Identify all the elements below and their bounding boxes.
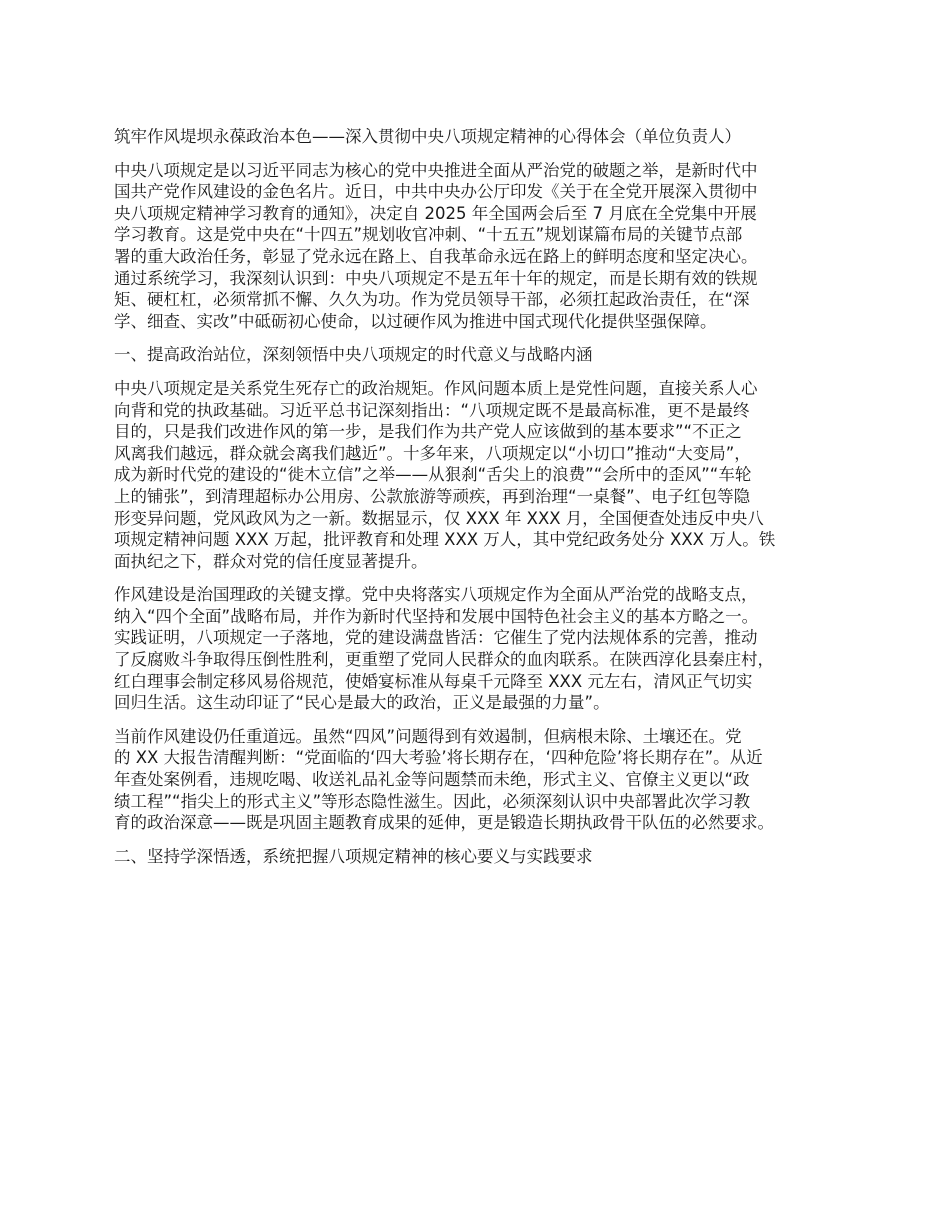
text-line: 项规定精神问题 XXX 万起，批评教育和处理 XXX 万人，其中党纪政务处分 XXX 万人。铁 [114, 530, 776, 550]
text-line: 纳入“四个全面”战略布局，并作为新时代坚持和发展中国特色社会主义的基本方略之一。 [114, 606, 759, 626]
text-line: 年查处案例看，违规吃喝、收送礼品礼金等问题禁而未绝，形式主义、官僚主义更以“政 [114, 770, 750, 790]
text-line: 作风建设是治国理政的关键支撑。党中央将落实八项规定作为全面从严治党的战略支点， [114, 585, 758, 605]
text-line: 了反腐败斗争取得压倒性胜利，更重塑了党同人民群众的血肉联系。在陕西淳化县秦庄村， [114, 650, 774, 670]
text-line: 当前作风建设仍任重道远。虽然“四风”问题得到有效遏制，但病根未除、土壤还在。党 [114, 726, 742, 746]
text-line: 绩工程”“指尖上的形式主义”等形态隐性滋生。因此，必须深刻认识中央部署此次学习教 [114, 791, 751, 811]
section1-paragraph-2 [114, 584, 859, 714]
text-line: 通过系统学习，我深刻认识到：中央八项规定不是五年十年的规定，而是长期有效的铁规 [114, 268, 758, 288]
text-line: 红白理事会制定移风易俗规范，使婚宴标准从每桌千元降至 XXX 元左右，清风正气切实 [114, 671, 753, 691]
section1-heading: 一、提高政治站位，深刻领悟中央八项规定的时代意义与战略内涵 [114, 345, 593, 365]
text-line: 育的政治深意——既是巩固主题教育成果的延伸，更是锻造长期执政骨干队伍的必然要求。 [114, 813, 774, 833]
text-line: 学习教育。这是党中央在“十四五”规划收官冲刺、“十五五”规划谋篇布局的关键节点部 [114, 225, 743, 245]
section1-paragraph-3 [114, 726, 859, 834]
text-line: 回归生活。这生动印证了“民心是最大的政治，正义是最强的力量”。 [114, 693, 610, 713]
section1-paragraph-1 [114, 378, 859, 572]
text-line: 央八项规定精神学习教育的通知》，决定自 2025 年全国两会后至 7 月底在全党集中开展 [114, 203, 757, 223]
text-line: 学、细查、实改”中砥砺初心使命，以过硬作风为推进中国式现代化提供坚强保障。 [114, 311, 717, 331]
intro-paragraph [114, 160, 859, 333]
text-line: 目的，只是我们改进作风的第一步，是我们作为共产党人应该做到的基本要求”“不正之 [114, 422, 742, 442]
text-line: 面执纪之下，群众对党的信任度显著提升。 [114, 551, 428, 571]
text-line: 上的铺张”，到清理超标办公用房、公款旅游等顽疾，再到治理“一桌餐”、电子红包等隐 [114, 486, 751, 506]
text-line: 成为新时代党的建设的“徙木立信”之举——从狠刹“舌尖上的浪费”“会所中的歪风”“车轮 [114, 465, 752, 485]
text-line: 形变异问题，党风政风为之一新。数据显示，仅 XXX 年 XXX 月，全国便查处违反中央八 [114, 508, 764, 528]
document-title: 筑牢作风堤坝永葆政治本色——深入贯彻中央八项规定精神的心得体会（单位负责人） [114, 127, 741, 146]
text-line: 国共产党作风建设的金色名片。近日，中共中央办公厅印发《关于在全党开展深入贯彻中 [114, 182, 758, 202]
text-line: 风离我们越远，群众就会离我们越近”。十多年来，八项规定以“小切口”推动“大变局”， [114, 443, 751, 463]
text-line: 实践证明，八项规定一子落地，党的建设满盘皆活：它催生了党内法规体系的完善，推动 [114, 628, 758, 648]
text-line: 中央八项规定是关系党生死存亡的政治规矩。作风问题本质上是党性问题，直接关系人心 [114, 378, 758, 398]
text-line: 向背和党的执政基础。习近平总书记深刻指出：“八项规定既不是最高标准，更不是最终 [114, 400, 750, 420]
text-line: 署的重大政治任务，彰显了党永远在路上、自我革命永远在路上的鲜明态度和坚定决心。 [114, 246, 758, 266]
document-page [114, 116, 859, 867]
section2-heading: 二、坚持学深悟透，系统把握八项规定精神的核心要义与实践要求 [114, 846, 593, 866]
text-line: 的 XX 大报告清醒判断：“党面临的‘四大考验’将长期存在，‘四种危险’将长期存在”。从近 [114, 748, 763, 768]
text-line: 中央八项规定是以习近平同志为核心的党中央推进全面从严治党的破题之举，是新时代中 [114, 160, 758, 180]
text-line: 矩、硬杠杠，必须常抓不懈、久久为功。作为党员领导干部，必须扛起政治责任，在“深 [114, 290, 750, 310]
